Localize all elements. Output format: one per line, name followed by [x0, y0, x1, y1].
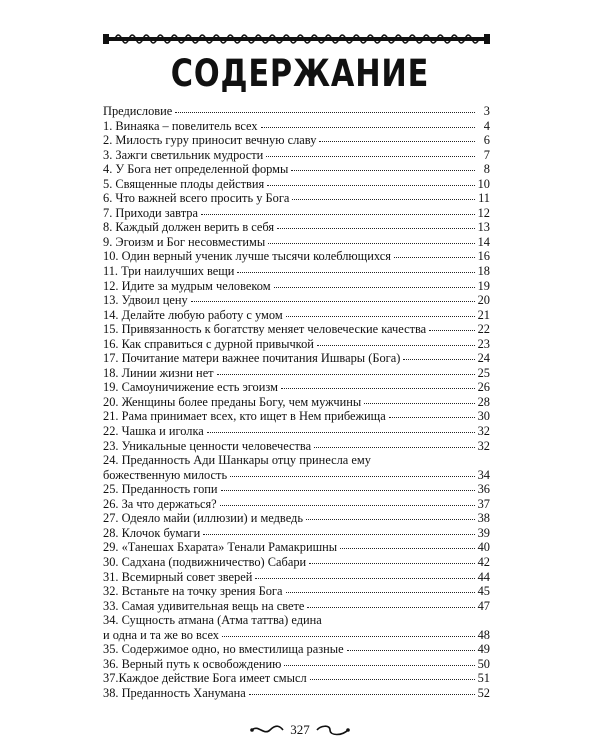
toc-entry-title: 14. Делайте любую работу с умом: [103, 307, 283, 322]
toc-entry-page: 11: [478, 191, 490, 206]
toc-entry-page: 30: [477, 409, 490, 424]
dot-leader: [191, 300, 475, 302]
toc-entry: [103, 366, 490, 381]
dot-leader: [310, 678, 475, 680]
toc-entry-page: 26: [477, 380, 490, 395]
toc-entry: [103, 642, 490, 657]
toc-entry-page: 49: [477, 642, 490, 657]
table-of-contents: [103, 104, 490, 700]
toc-entry: [103, 177, 490, 192]
toc-entry-title: 32. Встаньте на точку зрения Бога: [103, 584, 283, 599]
page-title: СОДЕРЖАНИЕ: [170, 52, 430, 95]
dot-leader: [230, 475, 474, 477]
toc-entry-title: 25. Преданность гопи: [103, 482, 218, 497]
toc-entry-title: 1. Винаяка – повелитель всех: [103, 118, 258, 133]
toc-entry-page: 37: [477, 496, 490, 511]
dot-leader: [284, 664, 474, 666]
toc-entry-page: 22: [477, 322, 490, 337]
dot-leader: [286, 591, 475, 593]
toc-entry-title: 20. Женщины более преданы Богу, чем мужчины: [103, 394, 362, 409]
toc-entry-page: 50: [477, 656, 490, 671]
toc-entry-title: 18. Линии жизни нет: [103, 365, 214, 380]
toc-entry-page: 20: [477, 293, 490, 308]
dot-leader: [221, 489, 475, 491]
dot-leader: [291, 169, 475, 171]
dot-leader: [317, 344, 475, 346]
toc-entry: [103, 162, 490, 177]
toc-entry-page: 52: [477, 685, 490, 700]
dot-leader: [307, 606, 474, 608]
dot-leader: [309, 562, 474, 564]
toc-entry-page: 21: [477, 307, 490, 322]
dot-leader: [261, 126, 475, 128]
dot-leader: [314, 446, 474, 448]
toc-entry: [103, 264, 490, 279]
toc-entry: [103, 279, 490, 294]
toc-entry: [103, 686, 490, 701]
toc-entry-page: 4: [483, 118, 490, 133]
dot-leader: [175, 111, 475, 113]
toc-entry-title: 6. Что важней всего просить у Бога: [103, 191, 290, 206]
toc-entry: [103, 555, 490, 570]
dot-leader: [306, 518, 475, 520]
toc-entry: [103, 191, 490, 206]
toc-entry-title: 37.Каждое действие Бога имеет смысл: [103, 671, 307, 686]
toc-entry: [103, 322, 490, 337]
page-number: 327: [290, 722, 310, 737]
toc-entry: [103, 497, 490, 512]
dot-leader: [217, 373, 475, 375]
toc-entry: [103, 599, 490, 614]
dot-leader: [429, 329, 474, 331]
toc-entry-title: 24. Преданность Ади Шанкары отцу принесла ему: [103, 453, 371, 468]
toc-entry-title: 27. Одеяло майи (иллюзии) и медведь: [103, 511, 304, 526]
header-ornament: [103, 28, 490, 50]
dot-leader: [347, 649, 475, 651]
dot-leader: [201, 213, 475, 215]
toc-entry-title: 5. Священные плоды действия: [103, 176, 265, 191]
toc-entry: [103, 526, 490, 541]
toc-entry-page: 16: [477, 249, 490, 264]
dot-leader: [222, 635, 475, 637]
toc-entry-title: 34. Сущность атмана (Атма таттва) едина: [103, 613, 322, 628]
dot-leader: [249, 693, 475, 695]
toc-entry-title: 29. «Танешах Бхарата» Тенали Рамакришны: [103, 540, 338, 555]
dot-leader: [292, 198, 475, 200]
toc-entry-title: 36. Верный путь к освобождению: [103, 656, 282, 671]
toc-entry-title: 2. Милость гуру приносит вечную славу: [103, 133, 317, 148]
toc-entry: [103, 424, 490, 439]
dot-leader: [220, 504, 475, 506]
dot-leader: [237, 271, 474, 273]
toc-entry-page: 23: [477, 336, 490, 351]
toc-entry: [103, 584, 490, 599]
toc-entry-title: 10. Один верный ученик лучше тысячи колеблющихся: [103, 249, 391, 264]
dot-leader: [389, 416, 475, 418]
dot-leader: [268, 242, 474, 244]
toc-entry: [103, 453, 490, 482]
toc-entry-title: 3. Зажги светильник мудрости: [103, 147, 264, 162]
dot-leader: [340, 547, 474, 549]
dot-leader: [281, 387, 475, 389]
dot-leader: [203, 533, 474, 535]
toc-entry-page: 10: [477, 176, 490, 191]
toc-entry: [103, 308, 490, 323]
dot-leader: [364, 402, 474, 404]
toc-entry: [103, 409, 490, 424]
toc-entry-title: 28. Клочок бумаги: [103, 525, 201, 540]
toc-entry: [103, 148, 490, 163]
toc-entry-title: 9. Эгоизм и Бог несовместимы: [103, 234, 266, 249]
toc-entry-page: 44: [477, 569, 490, 584]
toc-entry-page: 42: [477, 554, 490, 569]
toc-entry: [103, 482, 490, 497]
toc-entry: [103, 104, 490, 119]
toc-entry-page: 32: [477, 424, 490, 439]
toc-entry: [103, 511, 490, 526]
toc-entry-title: 17. Почитание матери важнее почитания Ишвары (Бога): [103, 351, 401, 366]
toc-entry: [103, 540, 490, 555]
toc-entry-title: 35. Содержимое одно, но вместилища разные: [103, 642, 344, 657]
toc-entry-title: 16. Как справиться с дурной привычкой: [103, 336, 314, 351]
toc-entry: [103, 351, 490, 366]
toc-entry-page: 45: [477, 584, 490, 599]
toc-entry-title: 23. Уникальные ценности человечества: [103, 438, 312, 453]
toc-entry-title: 4. У Бога нет определенной формы: [103, 162, 289, 177]
page-footer: [245, 720, 355, 740]
toc-entry-page: 25: [477, 365, 490, 380]
toc-entry: [103, 293, 490, 308]
toc-entry-page: 18: [477, 264, 490, 279]
toc-entry-title: 31. Всемирный совет зверей: [103, 569, 253, 584]
toc-entry-title: 8. Каждый должен верить в себя: [103, 220, 275, 235]
toc-entry: [103, 380, 490, 395]
toc-entry: [103, 657, 490, 672]
toc-entry-title: 13. Удвоил цену: [103, 293, 188, 308]
toc-entry-title-continued: божественную милость: [103, 467, 228, 482]
toc-entry-title: 30. Садхана (подвижничество) Сабари: [103, 554, 307, 569]
toc-entry: [103, 249, 490, 264]
dot-leader: [403, 358, 474, 360]
toc-entry-page: 39: [477, 525, 490, 540]
toc-entry-page: 24: [477, 351, 490, 366]
toc-entry-title: 38. Преданность Ханумана: [103, 685, 246, 700]
toc-entry-page: 48: [477, 627, 490, 642]
toc-entry: [103, 235, 490, 250]
toc-entry: [103, 119, 490, 134]
toc-entry-title: 7. Приходи завтра: [103, 205, 198, 220]
toc-entry-page: 36: [477, 482, 490, 497]
toc-entry-page: 38: [477, 511, 490, 526]
toc-entry: [103, 220, 490, 235]
toc-entry-page: 7: [483, 147, 490, 162]
toc-entry-title: 15. Привязанность к богатству меняет человеческие качества: [103, 322, 427, 337]
toc-entry-title: 19. Самоуничижение есть эгоизм: [103, 380, 278, 395]
toc-entry: [103, 133, 490, 148]
toc-entry-title: 21. Рама принимает всех, кто ищет в Нем прибежища: [103, 409, 386, 424]
dot-leader: [267, 184, 474, 186]
toc-entry-title: 11. Три наилучших вещи: [103, 264, 235, 279]
toc-entry: [103, 395, 490, 410]
dot-leader: [277, 227, 474, 229]
toc-entry-page: 28: [477, 394, 490, 409]
footer-ornament-left-icon: [250, 724, 284, 736]
toc-entry-page: 6: [483, 133, 490, 148]
dot-leader: [255, 577, 474, 579]
toc-entry-page: 8: [483, 162, 490, 177]
toc-entry-page: 34: [477, 467, 490, 482]
toc-entry-title: Предисловие: [103, 104, 173, 118]
toc-entry-title: 12. Идите за мудрым человеком: [103, 278, 271, 293]
toc-entry: [103, 439, 490, 454]
toc-entry: [103, 337, 490, 352]
dot-leader: [207, 431, 475, 433]
toc-entry-page: 12: [477, 205, 490, 220]
toc-entry-page: 51: [477, 671, 490, 686]
toc-entry-page: 13: [477, 220, 490, 235]
toc-entry-page: 40: [477, 540, 490, 555]
toc-entry-title-continued: и одна и та же во всех: [103, 627, 220, 642]
dot-leader: [394, 256, 475, 258]
toc-entry-page: 32: [477, 438, 490, 453]
toc-entry-title: 22. Чашка и иголка: [103, 424, 204, 439]
toc-entry-page: 47: [477, 598, 490, 613]
dot-leader: [266, 155, 475, 157]
toc-entry: [103, 613, 490, 642]
dot-leader: [274, 286, 475, 288]
toc-entry: [103, 570, 490, 585]
footer-ornament-right-icon: [316, 724, 350, 736]
dot-leader: [286, 315, 475, 317]
dot-leader: [319, 140, 475, 142]
toc-entry-title: 26. За что держаться?: [103, 496, 217, 511]
toc-entry-page: 14: [477, 234, 490, 249]
toc-entry-title: 33. Самая удивительная вещь на свете: [103, 598, 305, 613]
toc-entry-page: 19: [477, 278, 490, 293]
toc-entry-page: 3: [483, 104, 490, 118]
toc-entry: [103, 671, 490, 686]
toc-entry: [103, 206, 490, 221]
